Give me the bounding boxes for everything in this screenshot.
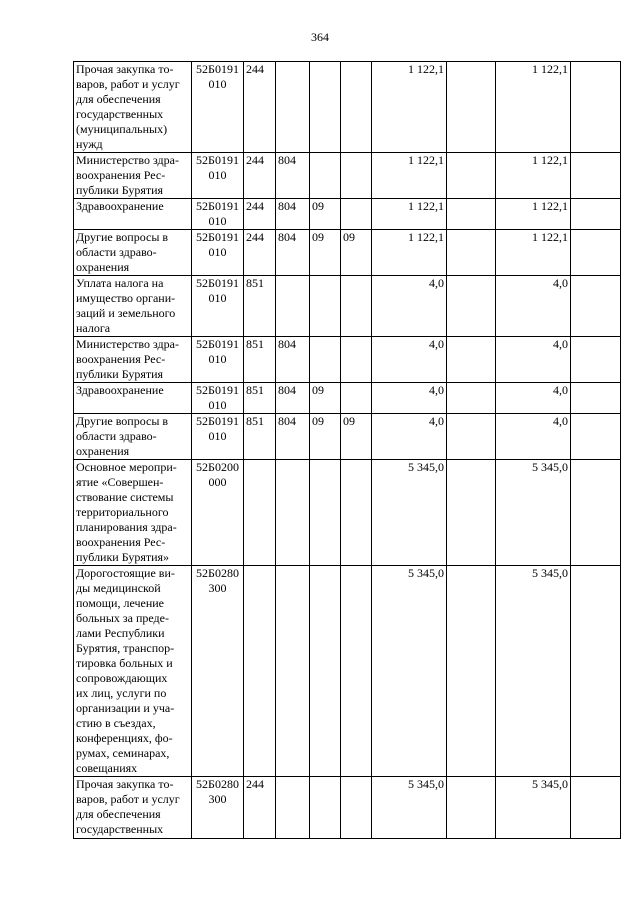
amount-cell-2 [447,566,496,777]
row-name: Дорогостоящие ви- ды медицинской помощи, лечение больных за преде- лами Республики Бурятия, транспор- тировка больных и сопровождающих их лиц, услуги по организации и уча- стию в съездах, конференциях, фо- румах, семинарах, совещаниях [74,566,192,777]
amount-cell: 1 122,1 [372,199,447,230]
amount-cell-2 [447,777,496,839]
expense-type-code [244,566,276,777]
ministry-code: 804 [276,153,310,199]
amount-cell-4 [571,777,621,839]
table-row [74,383,621,414]
amount-cell-3: 4,0 [496,414,571,460]
ministry-code: 804 [276,230,310,276]
page-number: 364 [311,30,329,44]
subsection-code: 09 [341,414,372,460]
section-code [310,153,341,199]
amount-cell: 5 345,0 [372,566,447,777]
table-row [74,777,621,839]
amount-cell-4 [571,276,621,337]
expense-type-code: 851 [244,276,276,337]
ministry-code: 804 [276,414,310,460]
amount-cell-4 [571,460,621,566]
section-code [310,276,341,337]
ministry-code: 804 [276,383,310,414]
section-code: 09 [310,383,341,414]
amount-cell-4 [571,383,621,414]
expense-type-code: 244 [244,153,276,199]
amount-cell-4 [571,566,621,777]
target-article-code: 52Б0191 010 [192,337,244,383]
amount-cell-2 [447,414,496,460]
target-article-code: 52Б0280 300 [192,777,244,839]
row-name: Здравоохранение [74,199,192,230]
amount-cell-2 [447,153,496,199]
ministry-code [276,777,310,839]
amount-cell: 1 122,1 [372,62,447,153]
amount-cell: 4,0 [372,414,447,460]
amount-cell: 5 345,0 [372,777,447,839]
amount-cell: 1 122,1 [372,230,447,276]
subsection-code: 09 [341,230,372,276]
row-name: Другие вопросы в области здраво- охранения [74,230,192,276]
table-row [74,199,621,230]
amount-cell-2 [447,62,496,153]
subsection-code [341,276,372,337]
amount-cell-4 [571,337,621,383]
amount-cell: 4,0 [372,383,447,414]
target-article-code: 52Б0191 010 [192,383,244,414]
subsection-code [341,153,372,199]
subsection-code [341,199,372,230]
target-article-code: 52Б0280 300 [192,566,244,777]
ministry-code: 804 [276,199,310,230]
amount-cell-3: 1 122,1 [496,153,571,199]
section-code [310,337,341,383]
amount-cell-4 [571,199,621,230]
expense-type-code: 851 [244,337,276,383]
row-name: Прочая закупка то- варов, работ и услуг для обеспечения государственных (муниципальных) нужд [74,62,192,153]
subsection-code [341,383,372,414]
section-code: 09 [310,230,341,276]
amount-cell-2 [447,276,496,337]
amount-cell-4 [571,414,621,460]
amount-cell-4 [571,153,621,199]
ministry-code: 804 [276,337,310,383]
table-row [74,337,621,383]
ministry-code [276,62,310,153]
table-row [74,276,621,337]
target-article-code: 52Б0191 010 [192,230,244,276]
row-name: Другие вопросы в области здраво- охранения [74,414,192,460]
amount-cell-3: 5 345,0 [496,460,571,566]
target-article-code: 52Б0191 010 [192,414,244,460]
budget-table [73,61,621,839]
table-row [74,230,621,276]
row-name: Министерство здра- воохранения Рес- публики Бурятия [74,337,192,383]
subsection-code [341,337,372,383]
amount-cell-2 [447,230,496,276]
amount-cell-3: 4,0 [496,337,571,383]
section-code [310,566,341,777]
expense-type-code: 244 [244,199,276,230]
amount-cell: 4,0 [372,276,447,337]
table-row [74,153,621,199]
table-row [74,566,621,777]
table-row [74,62,621,153]
subsection-code [341,62,372,153]
table-row [74,414,621,460]
amount-cell: 4,0 [372,337,447,383]
ministry-code [276,276,310,337]
amount-cell-4 [571,62,621,153]
section-code [310,62,341,153]
expense-type-code: 244 [244,62,276,153]
target-article-code: 52Б0191 010 [192,62,244,153]
ministry-code [276,460,310,566]
row-name: Здравоохранение [74,383,192,414]
row-name: Министерство здра- воохранения Рес- публики Бурятия [74,153,192,199]
amount-cell-3: 4,0 [496,276,571,337]
subsection-code [341,777,372,839]
table-row [74,460,621,566]
section-code [310,777,341,839]
target-article-code: 52Б0191 010 [192,276,244,337]
target-article-code: 52Б0200 000 [192,460,244,566]
row-name: Прочая закупка то- варов, работ и услуг для обеспечения государственных [74,777,192,839]
subsection-code [341,460,372,566]
section-code: 09 [310,199,341,230]
subsection-code [341,566,372,777]
target-article-code: 52Б0191 010 [192,153,244,199]
amount-cell-3: 5 345,0 [496,566,571,777]
ministry-code [276,566,310,777]
amount-cell-2 [447,337,496,383]
amount-cell-2 [447,460,496,566]
amount-cell-3: 4,0 [496,383,571,414]
amount-cell-4 [571,230,621,276]
row-name: Основное меропри- ятие «Совершен- ствование системы территориального планирования здра- воохранения Рес- публики Бурятия» [74,460,192,566]
expense-type-code: 244 [244,777,276,839]
amount-cell: 1 122,1 [372,153,447,199]
section-code [310,460,341,566]
expense-type-code: 244 [244,230,276,276]
row-name: Уплата налога на имущество органи- заций и земельного налога [74,276,192,337]
target-article-code: 52Б0191 010 [192,199,244,230]
amount-cell-3: 5 345,0 [496,777,571,839]
amount-cell: 5 345,0 [372,460,447,566]
expense-type-code [244,460,276,566]
amount-cell-2 [447,383,496,414]
amount-cell-2 [447,199,496,230]
expense-type-code: 851 [244,383,276,414]
amount-cell-3: 1 122,1 [496,62,571,153]
section-code: 09 [310,414,341,460]
amount-cell-3: 1 122,1 [496,230,571,276]
amount-cell-3: 1 122,1 [496,199,571,230]
expense-type-code: 851 [244,414,276,460]
